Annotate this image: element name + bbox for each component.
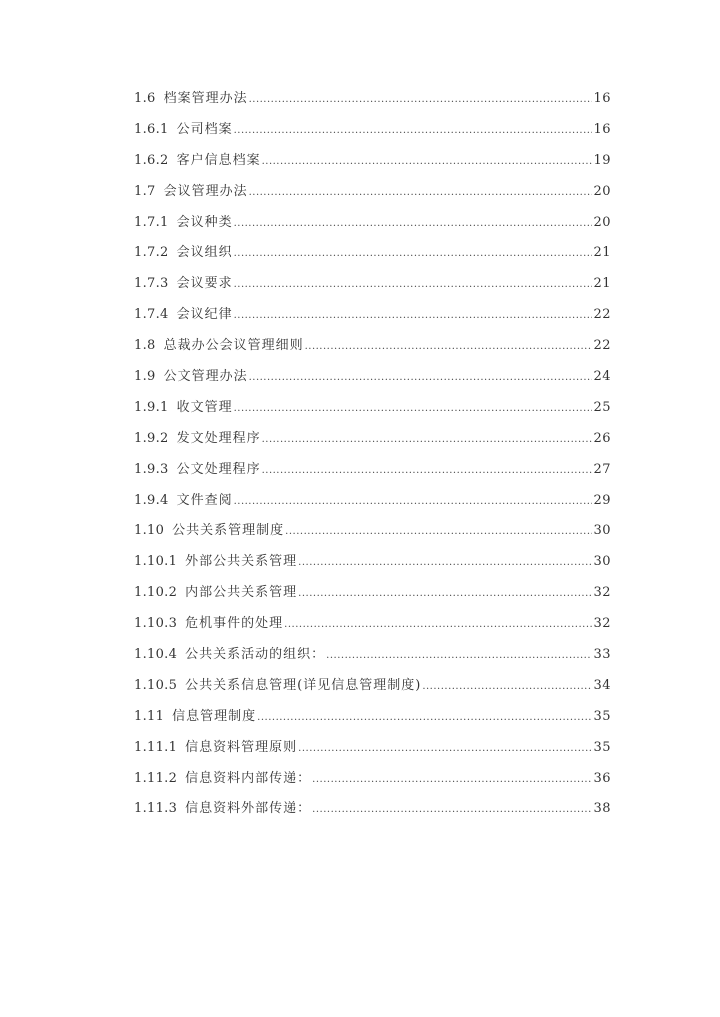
toc-entry[interactable] <box>134 117 611 148</box>
toc-entry-page: 34 <box>593 677 611 693</box>
toc-leader-dots <box>234 396 593 422</box>
toc-leader-dots <box>285 519 592 545</box>
toc-entry-page: 35 <box>593 739 611 755</box>
toc-entry-number: 1.7.1 <box>134 214 169 230</box>
toc-entry[interactable] <box>134 240 611 271</box>
toc-entry-number: 1.10.1 <box>134 554 178 570</box>
toc-entry-title: 发文处理程序 <box>176 430 261 446</box>
toc-leader-dots <box>422 674 592 700</box>
toc-leader-dots <box>234 272 593 298</box>
toc-entry-number: 1.6 <box>134 91 156 106</box>
toc-entry-page: 33 <box>593 647 611 663</box>
toc-leader-dots <box>249 87 593 113</box>
toc-entry[interactable] <box>134 642 611 673</box>
toc-entry-number: 1.7.4 <box>134 307 169 323</box>
toc-entry[interactable] <box>134 271 611 302</box>
toc-entry-number: 1.11.1 <box>134 739 178 755</box>
toc-entry-number: 1.10.4 <box>134 647 178 663</box>
toc-entry-page: 27 <box>593 461 611 477</box>
toc-entry-page: 20 <box>593 183 611 199</box>
toc-entry-number: 1.10.2 <box>134 585 178 601</box>
toc-entry[interactable] <box>134 86 611 117</box>
toc-entry-number: 1.7.2 <box>134 245 169 261</box>
toc-entry-title: 信息管理制度 <box>172 708 257 724</box>
toc-entry-number: 1.9.1 <box>134 399 169 415</box>
toc-leader-dots <box>234 211 593 237</box>
table-of-contents <box>134 86 611 827</box>
toc-entry[interactable] <box>134 179 611 210</box>
toc-entry-number: 1.11 <box>134 708 165 724</box>
toc-leader-dots <box>284 612 592 638</box>
toc-entry-title: 收文管理 <box>176 399 233 415</box>
toc-entry-page: 16 <box>593 91 611 106</box>
toc-entry[interactable] <box>134 796 611 827</box>
toc-leader-dots <box>298 581 592 607</box>
toc-entry-title: 总裁办公会议管理细则 <box>163 338 304 354</box>
toc-entry-number: 1.11.2 <box>134 770 178 786</box>
toc-entry-number: 1.10.3 <box>134 616 178 632</box>
toc-entry-title: 公共关系信息管理(详见信息管理制度) <box>185 677 422 693</box>
toc-entry-title: 危机事件的处理 <box>185 616 284 632</box>
toc-entry-title: 内部公共关系管理 <box>185 585 298 601</box>
toc-entry-title: 会议组织 <box>176 245 233 261</box>
toc-entry-title: 公司档案 <box>176 121 233 137</box>
toc-leader-dots <box>249 180 593 206</box>
toc-entry-title: 公文处理程序 <box>176 461 261 477</box>
toc-entry-page: 22 <box>593 307 611 323</box>
toc-entry[interactable] <box>134 364 611 395</box>
toc-entry-title: 会议管理办法 <box>163 183 248 199</box>
toc-entry-title: 公文管理办法 <box>163 369 248 385</box>
toc-leader-dots <box>234 489 593 515</box>
toc-entry-number: 1.9.3 <box>134 461 169 477</box>
toc-entry-title: 客户信息档案 <box>176 152 261 168</box>
toc-leader-dots <box>262 149 593 175</box>
toc-entry[interactable] <box>134 611 611 642</box>
toc-entry-page: 22 <box>593 338 611 354</box>
toc-entry-page: 32 <box>593 585 611 601</box>
toc-entry-page: 25 <box>593 399 611 415</box>
toc-entry-number: 1.7 <box>134 183 156 199</box>
toc-entry[interactable] <box>134 426 611 457</box>
toc-entry-title: 公共关系管理制度 <box>172 523 285 539</box>
toc-entry-number: 1.8 <box>134 338 156 354</box>
toc-entry[interactable] <box>134 549 611 580</box>
toc-entry-title: 信息资料管理原则 <box>185 739 298 755</box>
toc-entry-title: 信息资料外部传递： <box>185 801 312 817</box>
toc-entry-title: 档案管理办法 <box>163 91 248 106</box>
toc-leader-dots <box>234 118 593 144</box>
toc-entry-page: 24 <box>593 369 611 385</box>
toc-entry-number: 1.10.5 <box>134 677 178 693</box>
toc-entry-number: 1.9.4 <box>134 492 169 508</box>
toc-entry-page: 19 <box>593 152 611 168</box>
toc-leader-dots <box>312 767 592 793</box>
toc-entry-page: 32 <box>593 616 611 632</box>
toc-entry-title: 文件查阅 <box>176 492 233 508</box>
toc-entry-page: 35 <box>593 708 611 724</box>
toc-entry-page: 20 <box>593 214 611 230</box>
toc-entry-title: 公共关系活动的组织： <box>185 647 326 663</box>
toc-entry-number: 1.6.1 <box>134 121 169 137</box>
toc-entry-number: 1.7.3 <box>134 276 169 292</box>
toc-leader-dots <box>249 365 593 391</box>
toc-entry[interactable] <box>134 704 611 735</box>
toc-entry-number: 1.11.3 <box>134 801 178 817</box>
toc-entry-page: 16 <box>593 121 611 137</box>
toc-leader-dots <box>326 643 592 669</box>
toc-entry[interactable] <box>134 148 611 179</box>
toc-entry-page: 29 <box>593 492 611 508</box>
toc-entry[interactable] <box>134 302 611 333</box>
toc-entry-page: 26 <box>593 430 611 446</box>
toc-entry[interactable] <box>134 580 611 611</box>
toc-entry-title: 会议纪律 <box>176 307 233 323</box>
toc-entry-page: 36 <box>593 770 611 786</box>
toc-entry[interactable] <box>134 766 611 797</box>
toc-entry[interactable] <box>134 735 611 766</box>
toc-entry[interactable] <box>134 457 611 488</box>
toc-entry-title: 信息资料内部传递： <box>185 770 312 786</box>
toc-entry-page: 21 <box>593 245 611 261</box>
toc-entry-title: 会议种类 <box>176 214 233 230</box>
toc-leader-dots <box>257 705 592 731</box>
toc-entry-number: 1.6.2 <box>134 152 169 168</box>
toc-entry-number: 1.9 <box>134 369 156 385</box>
toc-entry-number: 1.9.2 <box>134 430 169 446</box>
toc-leader-dots <box>234 303 593 329</box>
toc-entry-title: 会议要求 <box>176 276 233 292</box>
toc-leader-dots <box>234 241 593 267</box>
toc-entry[interactable] <box>134 673 611 704</box>
toc-entry[interactable] <box>134 395 611 426</box>
toc-entry-page: 38 <box>593 801 611 817</box>
toc-entry-page: 21 <box>593 276 611 292</box>
toc-entry-page: 30 <box>593 554 611 570</box>
toc-leader-dots <box>298 736 592 762</box>
toc-entry-page: 30 <box>593 523 611 539</box>
toc-entry-number: 1.10 <box>134 523 165 539</box>
toc-entry[interactable] <box>134 210 611 241</box>
toc-entry[interactable] <box>134 333 611 364</box>
toc-leader-dots <box>305 334 593 360</box>
toc-leader-dots <box>298 550 592 576</box>
toc-leader-dots <box>262 458 593 484</box>
toc-entry[interactable] <box>134 518 611 549</box>
toc-entry[interactable] <box>134 488 611 519</box>
toc-leader-dots <box>262 427 593 453</box>
toc-entry-title: 外部公共关系管理 <box>185 554 298 570</box>
toc-leader-dots <box>312 797 592 823</box>
